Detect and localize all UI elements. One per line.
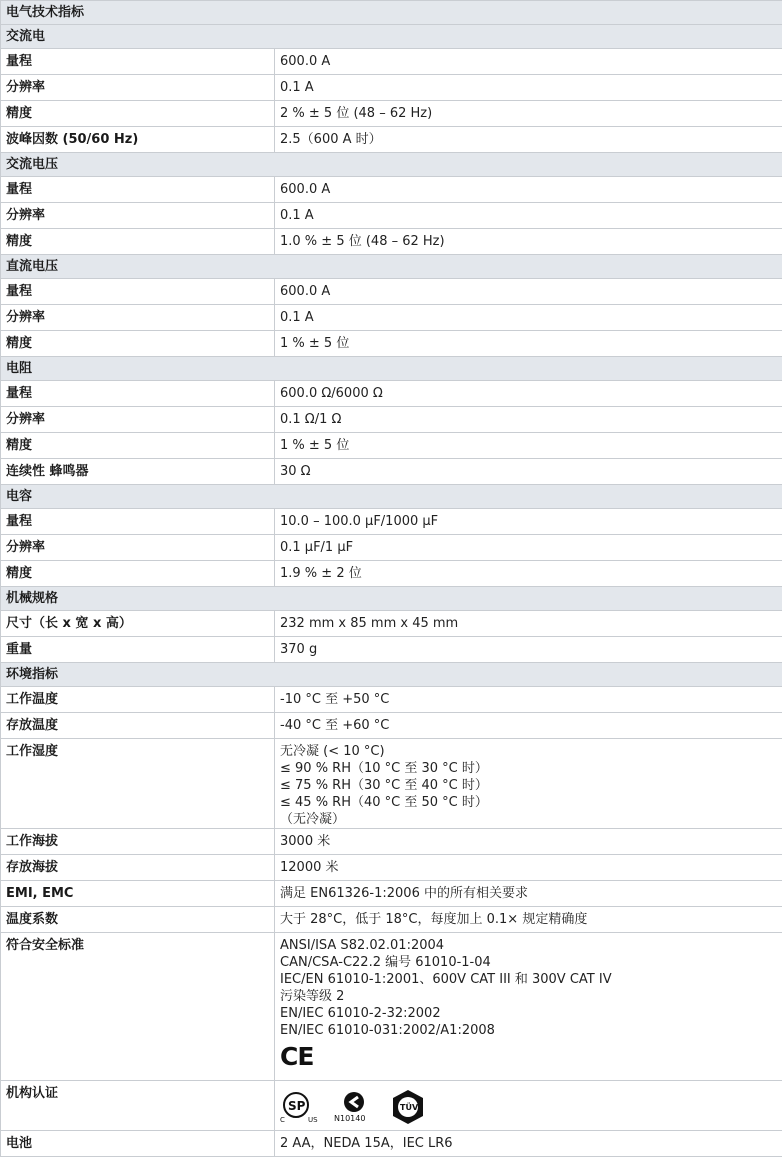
spec-row bbox=[1, 203, 782, 229]
spec-value: -10 °C 至 +50 °C bbox=[275, 687, 782, 713]
spec-value: 370 g bbox=[275, 637, 782, 663]
spec-label: 连续性 蜂鸣器 bbox=[1, 459, 275, 485]
spec-value: 600.0 Ω/6000 Ω bbox=[275, 381, 782, 407]
spec-row bbox=[1, 509, 782, 535]
section-title: 交流电 bbox=[1, 25, 782, 49]
csa-logo-icon bbox=[280, 1090, 322, 1129]
spec-row bbox=[1, 127, 782, 153]
c-tick-logo-icon bbox=[332, 1090, 380, 1129]
section-header-row bbox=[1, 485, 782, 509]
tuv-logo-icon bbox=[390, 1089, 426, 1130]
spec-value: 10.0 – 100.0 μF/1000 μF bbox=[275, 509, 782, 535]
spec-value: 30 Ω bbox=[275, 459, 782, 485]
spec-value: 2.5（600 A 时） bbox=[275, 127, 782, 153]
spec-label: 尺寸（长 x 宽 x 高） bbox=[1, 611, 275, 637]
spec-row bbox=[1, 637, 782, 663]
spec-value: -40 °C 至 +60 °C bbox=[275, 713, 782, 739]
spec-value: 3000 米 bbox=[275, 829, 782, 855]
spec-label: 工作海拔 bbox=[1, 829, 275, 855]
spec-row bbox=[1, 739, 782, 829]
spec-row bbox=[1, 611, 782, 637]
section-header-row bbox=[1, 255, 782, 279]
spec-value: 232 mm x 85 mm x 45 mm bbox=[275, 611, 782, 637]
spec-label: 量程 bbox=[1, 509, 275, 535]
spec-value: 大于 28°C，低于 18°C，每度加上 0.1× 规定精确度 bbox=[275, 907, 782, 933]
spec-row bbox=[1, 459, 782, 485]
spec-label: 精度 bbox=[1, 101, 275, 127]
section-title: 电阻 bbox=[1, 357, 782, 381]
spec-value: 满足 EN61326-1:2006 中的所有相关要求 bbox=[275, 881, 782, 907]
section-title: 环境指标 bbox=[1, 663, 782, 687]
spec-row bbox=[1, 229, 782, 255]
spec-label: EMI, EMC bbox=[1, 881, 275, 907]
spec-value: 1 % ± 5 位 bbox=[275, 433, 782, 459]
spec-row bbox=[1, 305, 782, 331]
spec-label: 量程 bbox=[1, 49, 275, 75]
spec-row bbox=[1, 177, 782, 203]
spec-value-line: 污染等级 2 bbox=[280, 989, 345, 1004]
spec-value-line: ≤ 75 % RH（30 °C 至 40 °C 时） bbox=[280, 778, 488, 793]
section-header-row bbox=[1, 357, 782, 381]
spec-value: 600.0 A bbox=[275, 177, 782, 203]
spec-value: 2 AA，NEDA 15A，IEC LR6 bbox=[275, 1131, 782, 1157]
section-header-row bbox=[1, 25, 782, 49]
spec-row bbox=[1, 881, 782, 907]
spec-label: 精度 bbox=[1, 229, 275, 255]
spec-value: 1.9 % ± 2 位 bbox=[275, 561, 782, 587]
spec-value: 0.1 A bbox=[275, 203, 782, 229]
spec-row bbox=[1, 1131, 782, 1157]
section-title: 交流电压 bbox=[1, 153, 782, 177]
spec-row bbox=[1, 933, 782, 1081]
spec-value: 1 % ± 5 位 bbox=[275, 331, 782, 357]
section-header-row bbox=[1, 663, 782, 687]
ce-mark-icon bbox=[280, 1039, 777, 1080]
spec-value: 600.0 A bbox=[275, 49, 782, 75]
spec-row bbox=[1, 381, 782, 407]
section-header-row bbox=[1, 587, 782, 611]
spec-label: 波峰因数 (50/60 Hz) bbox=[1, 127, 275, 153]
spec-label: 精度 bbox=[1, 331, 275, 357]
spec-value: 0.1 A bbox=[275, 305, 782, 331]
spec-label: 重量 bbox=[1, 637, 275, 663]
spec-row bbox=[1, 907, 782, 933]
spec-value-line: EN/IEC 61010-2-32:2002 bbox=[280, 1006, 441, 1021]
section-header-row bbox=[1, 153, 782, 177]
spec-value: 600.0 A bbox=[275, 279, 782, 305]
spec-value: 0.1 μF/1 μF bbox=[275, 535, 782, 561]
spec-row bbox=[1, 829, 782, 855]
spec-label: 分辨率 bbox=[1, 535, 275, 561]
spec-label: 分辨率 bbox=[1, 305, 275, 331]
spec-label: 符合安全标准 bbox=[1, 933, 275, 1081]
spec-row bbox=[1, 331, 782, 357]
spec-label: 工作温度 bbox=[1, 687, 275, 713]
section-title: 机械规格 bbox=[1, 587, 782, 611]
spec-value-line: CAN/CSA-C22.2 编号 61010-1-04 bbox=[280, 955, 491, 970]
section-title: 直流电压 bbox=[1, 255, 782, 279]
spec-row bbox=[1, 279, 782, 305]
spec-label: 机构认证 bbox=[1, 1081, 275, 1131]
spec-label: 量程 bbox=[1, 177, 275, 203]
spec-value: 1.0 % ± 5 位 (48 – 62 Hz) bbox=[275, 229, 782, 255]
spec-value: 12000 米 bbox=[275, 855, 782, 881]
spec-value bbox=[275, 1081, 782, 1131]
spec-value-line: IEC/EN 61010-1:2001、600V CAT III 和 300V CAT IV bbox=[280, 972, 612, 987]
table-title-row bbox=[1, 1, 782, 25]
spec-label: 量程 bbox=[1, 279, 275, 305]
spec-value-line: ANSI/ISA S82.02.01:2004 bbox=[280, 938, 445, 953]
spec-row bbox=[1, 687, 782, 713]
svg-text:N10140: N10140 bbox=[334, 1114, 366, 1123]
svg-text:SP: SP bbox=[288, 1099, 306, 1113]
spec-value: 0.1 Ω/1 Ω bbox=[275, 407, 782, 433]
spec-value-line: 无冷凝 (< 10 °C) bbox=[280, 744, 385, 759]
svg-text:US: US bbox=[308, 1116, 318, 1124]
spec-label: 温度系数 bbox=[1, 907, 275, 933]
spec-label: 量程 bbox=[1, 381, 275, 407]
certification-logos bbox=[280, 1085, 777, 1130]
spec-row bbox=[1, 433, 782, 459]
spec-label: 分辨率 bbox=[1, 203, 275, 229]
spec-value-line: EN/IEC 61010-031:2002/A1:2008 bbox=[280, 1023, 495, 1038]
table-title: 电气技术指标 bbox=[1, 1, 782, 25]
spec-value-line: （无冷凝） bbox=[280, 812, 346, 827]
spec-value-line: ≤ 90 % RH（10 °C 至 30 °C 时） bbox=[280, 761, 488, 776]
svg-text:TÜV: TÜV bbox=[400, 1103, 419, 1112]
section-title: 电容 bbox=[1, 485, 782, 509]
spec-value bbox=[275, 933, 782, 1081]
spec-value: 2 % ± 5 位 (48 – 62 Hz) bbox=[275, 101, 782, 127]
svg-text:C: C bbox=[280, 1116, 285, 1124]
spec-row bbox=[1, 75, 782, 101]
spec-label: 分辨率 bbox=[1, 407, 275, 433]
spec-label: 分辨率 bbox=[1, 75, 275, 101]
spec-row bbox=[1, 561, 782, 587]
spec-label: 电池 bbox=[1, 1131, 275, 1157]
spec-row bbox=[1, 535, 782, 561]
spec-row bbox=[1, 713, 782, 739]
spec-row bbox=[1, 101, 782, 127]
spec-row bbox=[1, 49, 782, 75]
spec-label: 工作湿度 bbox=[1, 739, 275, 829]
spec-value: 0.1 A bbox=[275, 75, 782, 101]
spec-label: 存放温度 bbox=[1, 713, 275, 739]
spec-row bbox=[1, 1081, 782, 1131]
spec-row bbox=[1, 855, 782, 881]
spec-label: 精度 bbox=[1, 433, 275, 459]
spec-row bbox=[1, 407, 782, 433]
spec-value bbox=[275, 739, 782, 829]
spec-label: 存放海拔 bbox=[1, 855, 275, 881]
svg-text:CE: CE bbox=[280, 1043, 314, 1069]
spec-label: 精度 bbox=[1, 561, 275, 587]
spec-value-line: ≤ 45 % RH（40 °C 至 50 °C 时） bbox=[280, 795, 488, 810]
